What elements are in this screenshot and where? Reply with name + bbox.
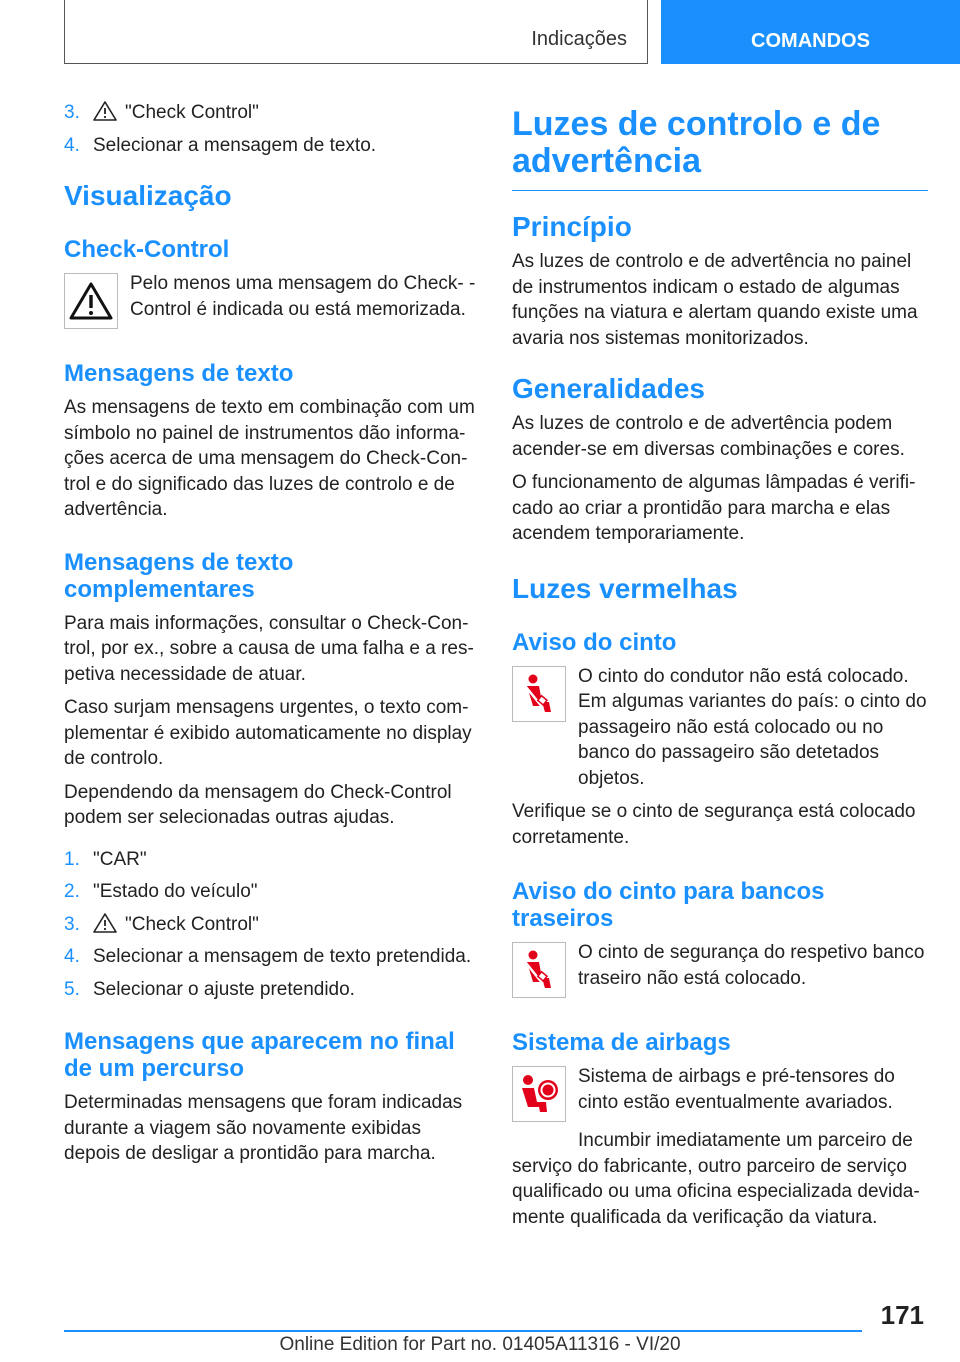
airbags-paragraph-1: Sistema de airbags e pré-tensores do cinto estão eventualmente avariados.	[578, 1066, 895, 1113]
heading-generalidades: Generalidades	[512, 373, 705, 404]
step-number: 4.	[64, 134, 80, 156]
aviso-cinto-text	[578, 664, 928, 792]
complementares-paragraph-1: Para mais informações, consultar o Check-Con- trol, por ex., sobre a causa de uma falha e a res- petiva necessidade de atuar.	[64, 612, 474, 685]
complementares-paragraph-3: Dependendo da mensagem do Check-Control podem ser selecionadas outras ajudas.	[64, 781, 452, 828]
header-chapter-label: COMANDOS	[751, 29, 870, 52]
heading-mensagens-final: Mensagens que aparecem no final de um percurso	[64, 1028, 455, 1082]
seatbelt-symbol-box	[512, 666, 566, 722]
header-section-label: Indicações	[531, 28, 627, 50]
step-text: "CAR"	[93, 848, 147, 870]
step-text: "Check Control"	[125, 913, 259, 935]
step-number: 5.	[64, 978, 80, 1000]
step-number: 3.	[64, 913, 80, 935]
page-number: 171	[880, 1300, 924, 1330]
airbags-paragraph-2: Incumbir imediatamente um parceiro de serviço do fabricante, outro parceiro de serviço qualificado ou uma oficina especializada devida- mente qualificada da verificação da viatura.	[512, 1130, 920, 1228]
principio-text: As luzes de controlo e de advertência no painel de instrumentos indicam o estado de algumas funções na viatura e alertam quando existe uma avaria nos sistemas monitorizados.	[512, 251, 918, 349]
step-text: Selecionar a mensagem de texto pretendida.	[93, 946, 472, 967]
heading-sistema-airbags: Sistema de airbags	[512, 1029, 731, 1056]
heading-rule	[512, 190, 928, 191]
seatbelt-warning-icon	[517, 672, 561, 716]
aviso-cinto-paragraph-2: Verifique se o cinto de segurança está colocado corretamente.	[512, 801, 916, 848]
heading-check-control: Check-Control	[64, 236, 230, 263]
heading-aviso-cinto: Aviso do cinto	[512, 628, 677, 656]
step-text: Selecionar a mensagem de texto.	[93, 134, 377, 156]
rear-seatbelt-warning-icon	[517, 948, 561, 992]
right-column	[512, 100, 928, 1238]
mensagens-text: As mensagens de texto em combinação com um símbolo no painel de instrumentos dão informa- ções acerca de uma mensagem do Check-Con- trol e do significado das luzes de controlo e de advertência.	[64, 397, 475, 520]
generalidades-paragraph-1: As luzes de controlo e de advertência podem acender-se em diversas combinações e cores.	[512, 413, 905, 460]
aviso-traseiros-text: O cinto de segurança do respetivo banco traseiro não está colocado.	[578, 942, 925, 989]
step-text-wrap	[93, 912, 259, 938]
list-item	[64, 100, 482, 126]
heading-aviso-cinto-traseiros: Aviso do cinto para bancos traseiros	[512, 878, 825, 932]
step-number: 1.	[64, 848, 80, 870]
complementares-paragraph-2: Caso surjam mensagens urgentes, o texto com- plementar é exibido automaticamente no display de controlo.	[64, 697, 472, 769]
warning-triangle-icon	[93, 101, 117, 121]
warning-symbol-box	[64, 273, 118, 329]
steps-list-b	[64, 847, 482, 1003]
list-item	[64, 912, 482, 938]
generalidades-paragraph-2: O funcionamento de algumas lâmpadas é verifi- cado ao criar a prontidão para marcha e elas acendem temporariamente.	[512, 472, 916, 544]
list-item	[64, 847, 482, 873]
steps-list-a	[64, 100, 482, 158]
rear-seatbelt-symbol-box	[512, 942, 566, 998]
step-text: Selecionar o ajuste pretendido.	[93, 978, 355, 1000]
final-text: Determinadas mensagens que foram indicadas durante a viagem são novamente exibidas depois de desligar a prontidão para marcha.	[64, 1092, 463, 1164]
warning-triangle-icon	[68, 281, 114, 321]
list-item	[64, 879, 482, 905]
step-number: 4.	[64, 946, 80, 967]
airbag-warning-icon	[516, 1072, 562, 1116]
step-text: "Estado do veículo"	[93, 881, 258, 902]
heading-mensagens-texto: Mensagens de texto	[64, 360, 294, 387]
list-item	[64, 133, 482, 159]
heading-visualizacao: Visualização	[64, 180, 232, 211]
heading-principio: Princípio	[512, 211, 632, 242]
header-section-box	[64, 0, 648, 64]
airbags-block	[512, 1064, 928, 1122]
footer-edition: Online Edition for Part no. 01405A11316 - VI/20	[279, 1334, 681, 1355]
aviso-cinto-block	[512, 664, 928, 792]
left-column	[64, 100, 482, 1175]
warning-triangle-icon	[93, 913, 117, 933]
footer-rule	[64, 1330, 862, 1332]
step-text-wrap	[93, 100, 259, 126]
step-number: 2.	[64, 881, 80, 902]
step-number: 3.	[64, 102, 80, 123]
check-control-text: Pelo menos uma mensagem do Check- -Control é indicada ou está memorizada.	[130, 273, 476, 320]
heading-mensagens-complementares: Mensagens de texto complementares	[64, 548, 294, 603]
airbag-symbol-box	[512, 1066, 566, 1122]
aviso-cinto-paragraph-1: O cinto do condutor não está colocado. Em algumas variantes do país: o cinto do passageiro não está colocado ou no banco do passageiro são detetados objetos.	[578, 665, 927, 789]
step-text: "Check Control"	[125, 102, 259, 123]
list-item	[64, 944, 482, 970]
header-chapter-tab	[661, 0, 960, 64]
aviso-traseiros-block	[512, 940, 928, 999]
heading-luzes-vermelhas: Luzes vermelhas	[512, 572, 738, 604]
list-item	[64, 977, 482, 1003]
check-control-block	[64, 271, 482, 330]
heading-luzes-controlo: Luzes de controlo e de advertência	[512, 105, 881, 180]
